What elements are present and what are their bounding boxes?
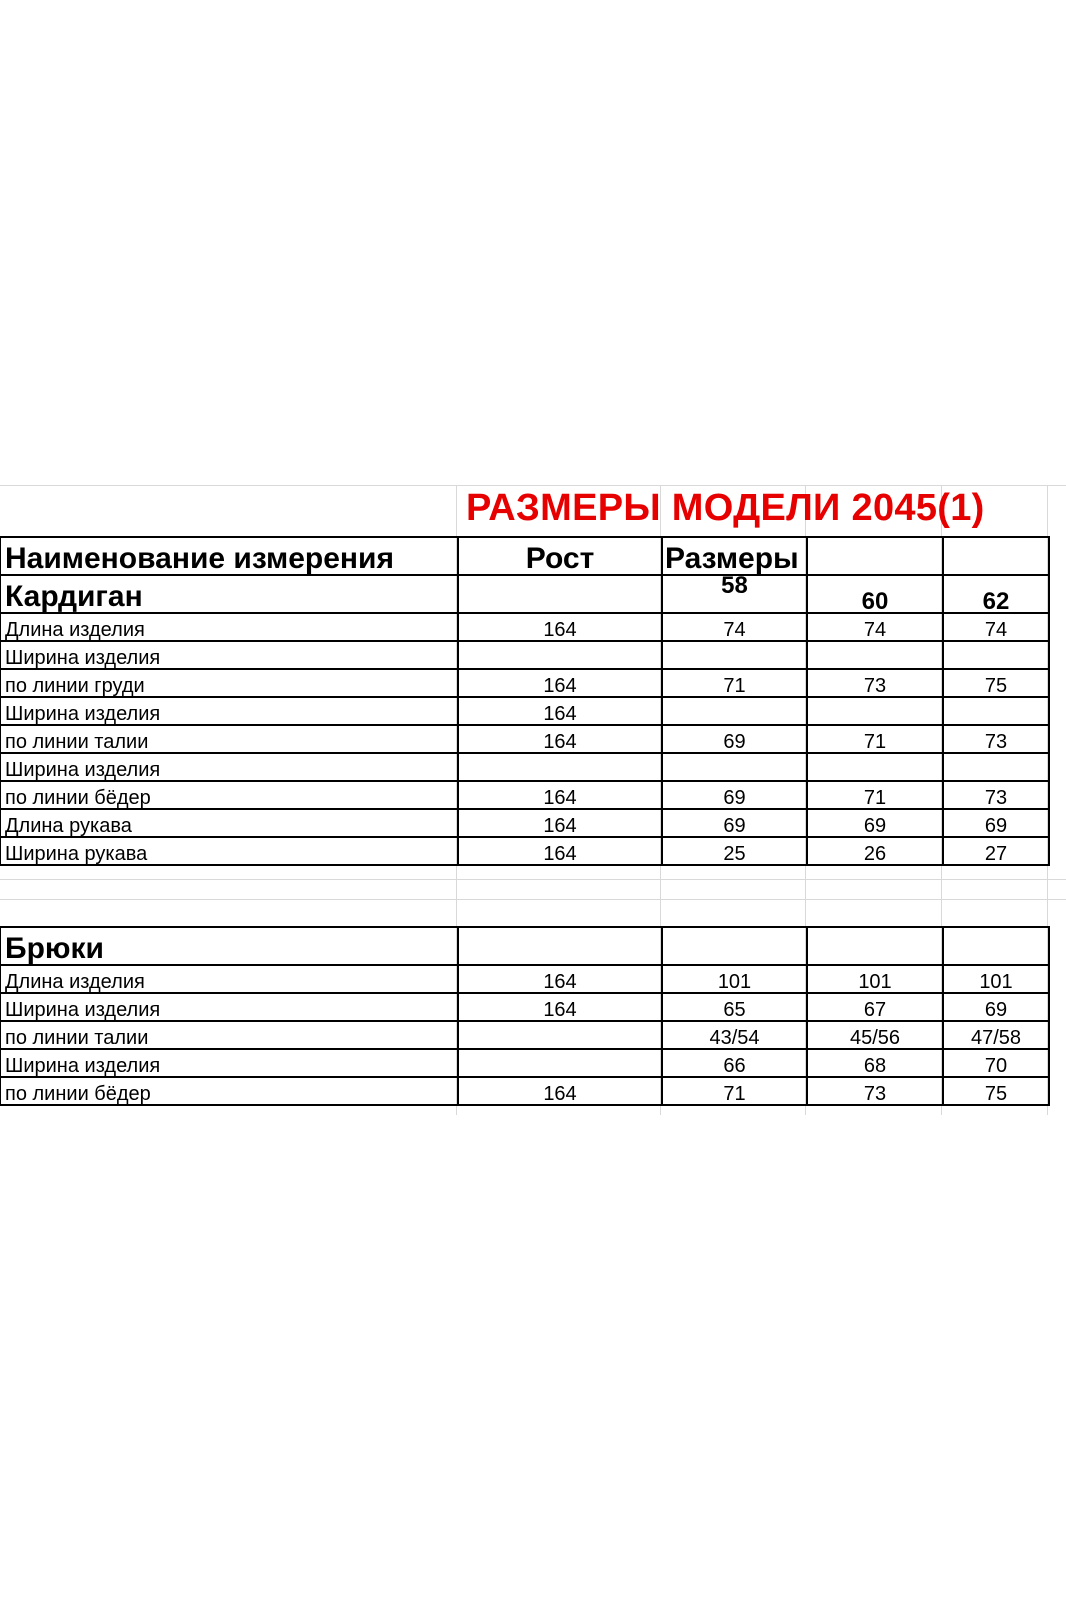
value-cell-size-3: 27 — [943, 837, 1049, 865]
value-cell-size-1: 65 — [662, 993, 807, 1021]
table-row — [0, 697, 1049, 725]
measurement-name-cell: по линии бёдер — [0, 781, 458, 809]
value-cell-size-2: 73 — [807, 669, 943, 697]
size-chart-sheet — [0, 485, 1066, 1115]
value-cell-size-2 — [807, 697, 943, 725]
value-cell-size-3 — [943, 697, 1049, 725]
table-row — [0, 725, 1049, 753]
height-cell: 164 — [458, 1077, 662, 1105]
measurement-name-cell: Ширина изделия — [0, 993, 458, 1021]
measurement-name-cell: Ширина рукава — [0, 837, 458, 865]
value-cell-size-2: 71 — [807, 725, 943, 753]
measurement-name-cell: Ширина изделия — [0, 641, 458, 669]
empty-cell — [807, 927, 943, 965]
table-row — [0, 641, 1049, 669]
measurement-name-header: Наименование измерения — [0, 537, 458, 575]
value-cell-size-2: 69 — [807, 809, 943, 837]
size-62: 62 — [943, 575, 1049, 613]
value-cell-size-3: 74 — [943, 613, 1049, 641]
value-cell-size-1 — [662, 697, 807, 725]
table-row — [0, 1049, 1049, 1077]
value-cell-size-3 — [943, 641, 1049, 669]
value-cell-size-1: 71 — [662, 669, 807, 697]
table-row — [0, 993, 1049, 1021]
measurement-name-cell: Ширина изделия — [0, 1049, 458, 1077]
height-cell: 164 — [458, 725, 662, 753]
size-60: 60 — [807, 575, 943, 613]
table-row — [0, 965, 1049, 993]
height-cell: 164 — [458, 613, 662, 641]
value-cell-size-3: 70 — [943, 1049, 1049, 1077]
gridline — [0, 485, 1066, 486]
value-cell-size-1: 69 — [662, 781, 807, 809]
measurement-name-cell: по линии талии — [0, 725, 458, 753]
measurement-name-cell: Длина изделия — [0, 965, 458, 993]
table-row — [0, 837, 1049, 865]
value-cell-size-2: 67 — [807, 993, 943, 1021]
table-row — [0, 1077, 1049, 1105]
value-cell-size-3: 75 — [943, 1077, 1049, 1105]
table-row — [0, 809, 1049, 837]
value-cell-size-2: 73 — [807, 1077, 943, 1105]
value-cell-size-1 — [662, 641, 807, 669]
value-cell-size-2: 71 — [807, 781, 943, 809]
value-cell-size-2: 74 — [807, 613, 943, 641]
value-cell-size-3: 75 — [943, 669, 1049, 697]
empty-cell — [943, 537, 1049, 575]
value-cell-size-1: 101 — [662, 965, 807, 993]
height-cell: 164 — [458, 697, 662, 725]
height-cell: 164 — [458, 669, 662, 697]
value-cell-size-3: 69 — [943, 809, 1049, 837]
height-cell: 164 — [458, 809, 662, 837]
trousers-table — [0, 926, 1050, 1106]
table-row — [0, 1021, 1049, 1049]
header-row — [0, 537, 1049, 575]
value-cell-size-1: 71 — [662, 1077, 807, 1105]
value-cell-size-1: 69 — [662, 725, 807, 753]
measurement-name-cell: Длина изделия — [0, 613, 458, 641]
sizes-header: Размеры — [662, 537, 807, 575]
gridline — [0, 899, 1066, 900]
measurement-name-cell: по линии бёдер — [0, 1077, 458, 1105]
value-cell-size-1: 43/54 — [662, 1021, 807, 1049]
value-cell-size-1: 69 — [662, 809, 807, 837]
empty-cell — [458, 575, 662, 613]
empty-cell — [807, 537, 943, 575]
empty-cell — [458, 927, 662, 965]
value-cell-size-2: 45/56 — [807, 1021, 943, 1049]
section-label-trousers: Брюки — [0, 927, 458, 965]
section-row — [0, 575, 1049, 613]
height-cell — [458, 753, 662, 781]
value-cell-size-3: 73 — [943, 725, 1049, 753]
page-title: РАЗМЕРЫ МОДЕЛИ 2045(1) — [466, 487, 985, 529]
measurement-name-cell: по линии груди — [0, 669, 458, 697]
measurement-name-cell: по линии талии — [0, 1021, 458, 1049]
empty-cell — [662, 927, 807, 965]
value-cell-size-2: 101 — [807, 965, 943, 993]
height-cell: 164 — [458, 993, 662, 1021]
value-cell-size-1: 74 — [662, 613, 807, 641]
value-cell-size-2 — [807, 753, 943, 781]
value-cell-size-1: 66 — [662, 1049, 807, 1077]
height-cell — [458, 1049, 662, 1077]
table-row — [0, 781, 1049, 809]
height-cell: 164 — [458, 781, 662, 809]
value-cell-size-3 — [943, 753, 1049, 781]
value-cell-size-2 — [807, 641, 943, 669]
value-cell-size-2: 26 — [807, 837, 943, 865]
height-cell — [458, 641, 662, 669]
cardigan-table — [0, 536, 1050, 866]
table-row — [0, 753, 1049, 781]
table-row — [0, 669, 1049, 697]
value-cell-size-2: 68 — [807, 1049, 943, 1077]
table-row — [0, 613, 1049, 641]
section-row — [0, 927, 1049, 965]
value-cell-size-3: 47/58 — [943, 1021, 1049, 1049]
value-cell-size-3: 101 — [943, 965, 1049, 993]
value-cell-size-3: 73 — [943, 781, 1049, 809]
value-cell-size-3: 69 — [943, 993, 1049, 1021]
value-cell-size-1 — [662, 753, 807, 781]
measurement-name-cell: Ширина изделия — [0, 697, 458, 725]
measurement-name-cell: Длина рукава — [0, 809, 458, 837]
gridline — [0, 879, 1066, 880]
height-header: Рост — [458, 537, 662, 575]
height-cell — [458, 1021, 662, 1049]
size-58: 58 — [662, 575, 807, 613]
height-cell: 164 — [458, 837, 662, 865]
measurement-name-cell: Ширина изделия — [0, 753, 458, 781]
empty-cell — [943, 927, 1049, 965]
section-label-cardigan: Кардиган — [0, 575, 458, 613]
height-cell: 164 — [458, 965, 662, 993]
value-cell-size-1: 25 — [662, 837, 807, 865]
